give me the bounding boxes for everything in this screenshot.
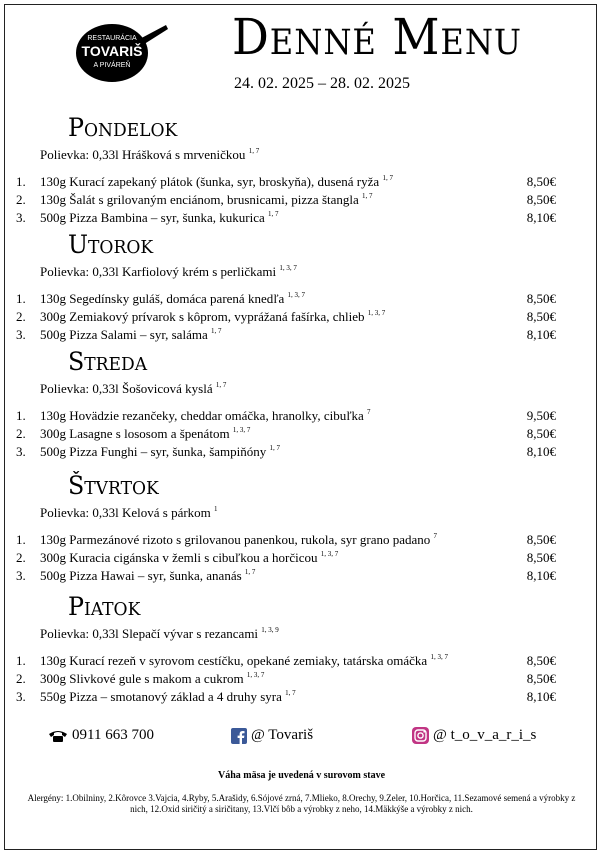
item-price: 8,10€ (526, 210, 556, 225)
item-text-wrap (40, 671, 264, 687)
item-text: 130g Segedínsky guláš, domáca parená knedľa (40, 291, 285, 306)
menu-item (0, 291, 603, 309)
weight-note: Váha mäsa je uvedená v surovom stave (217, 770, 386, 781)
item-text: 300g Kuracia cigánska v žemli s cibuľkou a horčicou (40, 550, 318, 565)
facebook-contact[interactable] (231, 727, 313, 744)
item-number: 2. (16, 192, 26, 207)
soup-text: Polievka: 0,33l Šošovicová kyslá (40, 381, 213, 396)
soup-allergens: 1 (214, 505, 218, 513)
item-text-wrap (40, 550, 338, 566)
item-allergens: 7 (433, 532, 438, 540)
item-number: 3. (16, 689, 26, 704)
item-text: 500g Pizza Salami – syr, saláma (40, 327, 208, 342)
phone-contact[interactable] (48, 727, 154, 744)
soup-allergens: 1, 3, 9 (261, 626, 279, 634)
day-heading: Streda (68, 347, 148, 376)
day-heading: Piatok (68, 592, 141, 621)
item-price: 8,10€ (526, 444, 556, 459)
item-allergens: 1, 3, 7 (246, 671, 265, 679)
soup-text: Polievka: 0,33l Kelová s párkom (40, 505, 211, 520)
item-price: 8,10€ (526, 568, 556, 583)
item-allergens: 1, 3, 7 (232, 426, 251, 434)
facebook-icon (231, 728, 247, 744)
allergen-legend: Alergény: 1.Obilniny, 2.Kôrovce 3.Vajcia, 4.Ryby, 5.Arašidy, 6.Sójové zrná, 7.Mlieko, 8.Orechy, 9.Zeler, 10.Horčica, 11.Sezamové semená a výrobky z nich, 12.Oxid siričitý a siričitany, 13.Vlčí bôb a výrobky z neho, 14.Mäkkýše a výrobky z nich. (27, 793, 576, 814)
item-text-wrap (40, 174, 393, 190)
item-number: 1. (16, 653, 26, 668)
item-text-wrap (40, 444, 280, 460)
item-text-wrap (40, 689, 296, 705)
menu-item (0, 532, 603, 550)
item-text-wrap (40, 327, 221, 343)
soup-text: Polievka: 0,33l Slepačí vývar s rezancami (40, 626, 259, 641)
menu-item (0, 444, 603, 462)
menu-item (0, 671, 603, 689)
menu-item (0, 426, 603, 444)
item-number: 2. (16, 426, 26, 441)
menu-item (0, 327, 603, 345)
menu-item (0, 550, 603, 568)
soup-line (40, 264, 297, 280)
soup-text: Polievka: 0,33l Karfiolový krém s perličkami (40, 264, 277, 279)
item-price: 8,10€ (526, 689, 556, 704)
item-price: 9,50€ (526, 408, 556, 423)
item-price: 8,50€ (526, 653, 556, 668)
item-number: 2. (16, 550, 26, 565)
item-number: 1. (16, 532, 26, 547)
soup-allergens: 1, 3, 7 (279, 264, 297, 272)
item-number: 1. (16, 408, 26, 423)
menu-item (0, 689, 603, 707)
item-text-wrap (40, 532, 437, 548)
menu-title: Denné Menu (232, 8, 522, 66)
item-price: 8,50€ (526, 309, 556, 324)
item-allergens: 1, 3, 7 (367, 309, 386, 317)
item-price: 8,50€ (526, 532, 556, 547)
item-number: 3. (16, 568, 26, 583)
item-number: 2. (16, 309, 26, 324)
item-allergens: 1, 3, 7 (430, 653, 448, 661)
item-allergens: 1, 7 (244, 568, 256, 576)
telephone-icon (48, 729, 68, 743)
instagram-contact[interactable] (412, 727, 536, 744)
item-text: 300g Lasagne s lososom a špenátom (40, 426, 230, 441)
item-text: 550g Pizza – smotanový základ a 4 druhy syra (40, 689, 282, 704)
item-text: 300g Zemiakový prívarok s kôprom, vyprážaná fašírka, chlieb (40, 309, 365, 324)
menu-item (0, 568, 603, 586)
item-number: 3. (16, 210, 26, 225)
item-price: 8,10€ (526, 327, 556, 342)
instagram-icon (412, 727, 429, 744)
item-text: 500g Pizza Bambina – syr, šunka, kukurica (40, 210, 265, 225)
facebook-handle: @ Tovariš (251, 727, 314, 743)
item-allergens: 1, 7 (362, 192, 373, 200)
item-number: 3. (16, 444, 26, 459)
day-heading: Utorok (68, 230, 154, 259)
menu-item (0, 408, 603, 426)
item-text: 500g Pizza Funghi – syr, šunka, šampiňóny (40, 444, 267, 459)
day-heading: Pondelok (68, 113, 178, 142)
menu-item (0, 174, 603, 192)
item-allergens: 1, 7 (285, 689, 296, 697)
item-price: 8,50€ (526, 550, 556, 565)
item-text: 130g Hovädzie rezančeky, cheddar omáčka, hranolky, cibuľka (40, 408, 364, 423)
instagram-handle: @ t_o_v_a_r_i_s (433, 727, 537, 743)
item-number: 1. (16, 174, 26, 189)
logo-line3: A PIVÁREŇ (93, 62, 131, 69)
item-text: 130g Šalát s grilovaným enciánom, brusnicami, pizza štangla (40, 192, 359, 207)
soup-allergens: 1, 7 (215, 381, 227, 389)
menu-dates: 24. 02. 2025 – 28. 02. 2025 (234, 75, 410, 92)
logo-line2: TOVARIŠ (81, 43, 143, 59)
soup-allergens: 1, 7 (248, 147, 260, 155)
item-text: 300g Slivkové gule s makom a cukrom (40, 671, 244, 686)
menu-item (0, 309, 603, 327)
item-price: 8,50€ (526, 671, 556, 686)
item-allergens: 1, 7 (268, 210, 279, 218)
item-text: 500g Pizza Hawai – syr, šunka, ananás (40, 568, 242, 583)
item-price: 8,50€ (526, 192, 556, 207)
item-text: 130g Parmezánové rizoto s grilovanou panenkou, rukola, syr grano padano (40, 532, 431, 547)
item-text-wrap (40, 568, 255, 584)
item-text-wrap (40, 408, 371, 424)
menu-item (0, 210, 603, 228)
item-text-wrap (40, 210, 279, 226)
item-text-wrap (40, 653, 448, 669)
item-allergens: 1, 3, 7 (320, 550, 339, 558)
item-text-wrap (40, 192, 373, 208)
item-text-wrap (40, 309, 385, 325)
item-text: 130g Kurací zapekaný plátok (šunka, syr, broskyňa), dusená ryža (40, 174, 380, 189)
item-number: 1. (16, 291, 26, 306)
soup-line (40, 381, 226, 397)
item-text-wrap (40, 426, 250, 442)
restaurant-logo (76, 22, 168, 84)
item-text: 130g Kurací rezeň v syrovom cestíčku, opekané zemiaky, tatárska omáčka (40, 653, 428, 668)
logo-line1: RESTAURÁCIA (87, 35, 137, 42)
phone-number: 0911 663 700 (72, 727, 154, 743)
item-price: 8,50€ (526, 291, 556, 306)
item-allergens: 1, 3, 7 (287, 291, 306, 299)
item-allergens: 7 (367, 408, 371, 416)
soup-line (40, 147, 259, 163)
item-allergens: 1, 7 (382, 174, 393, 182)
soup-line (40, 626, 279, 642)
soup-text: Polievka: 0,33l Hrášková s mrveničkou (40, 147, 246, 162)
item-price: 8,50€ (526, 174, 556, 189)
soup-line (40, 505, 218, 521)
item-allergens: 1, 7 (210, 327, 222, 335)
item-price: 8,50€ (526, 426, 556, 441)
day-heading: Štvrtok (68, 471, 159, 500)
menu-item (0, 192, 603, 210)
item-allergens: 1, 7 (269, 444, 280, 452)
item-number: 2. (16, 671, 26, 686)
item-number: 3. (16, 327, 26, 342)
item-text-wrap (40, 291, 305, 307)
menu-item (0, 653, 603, 671)
